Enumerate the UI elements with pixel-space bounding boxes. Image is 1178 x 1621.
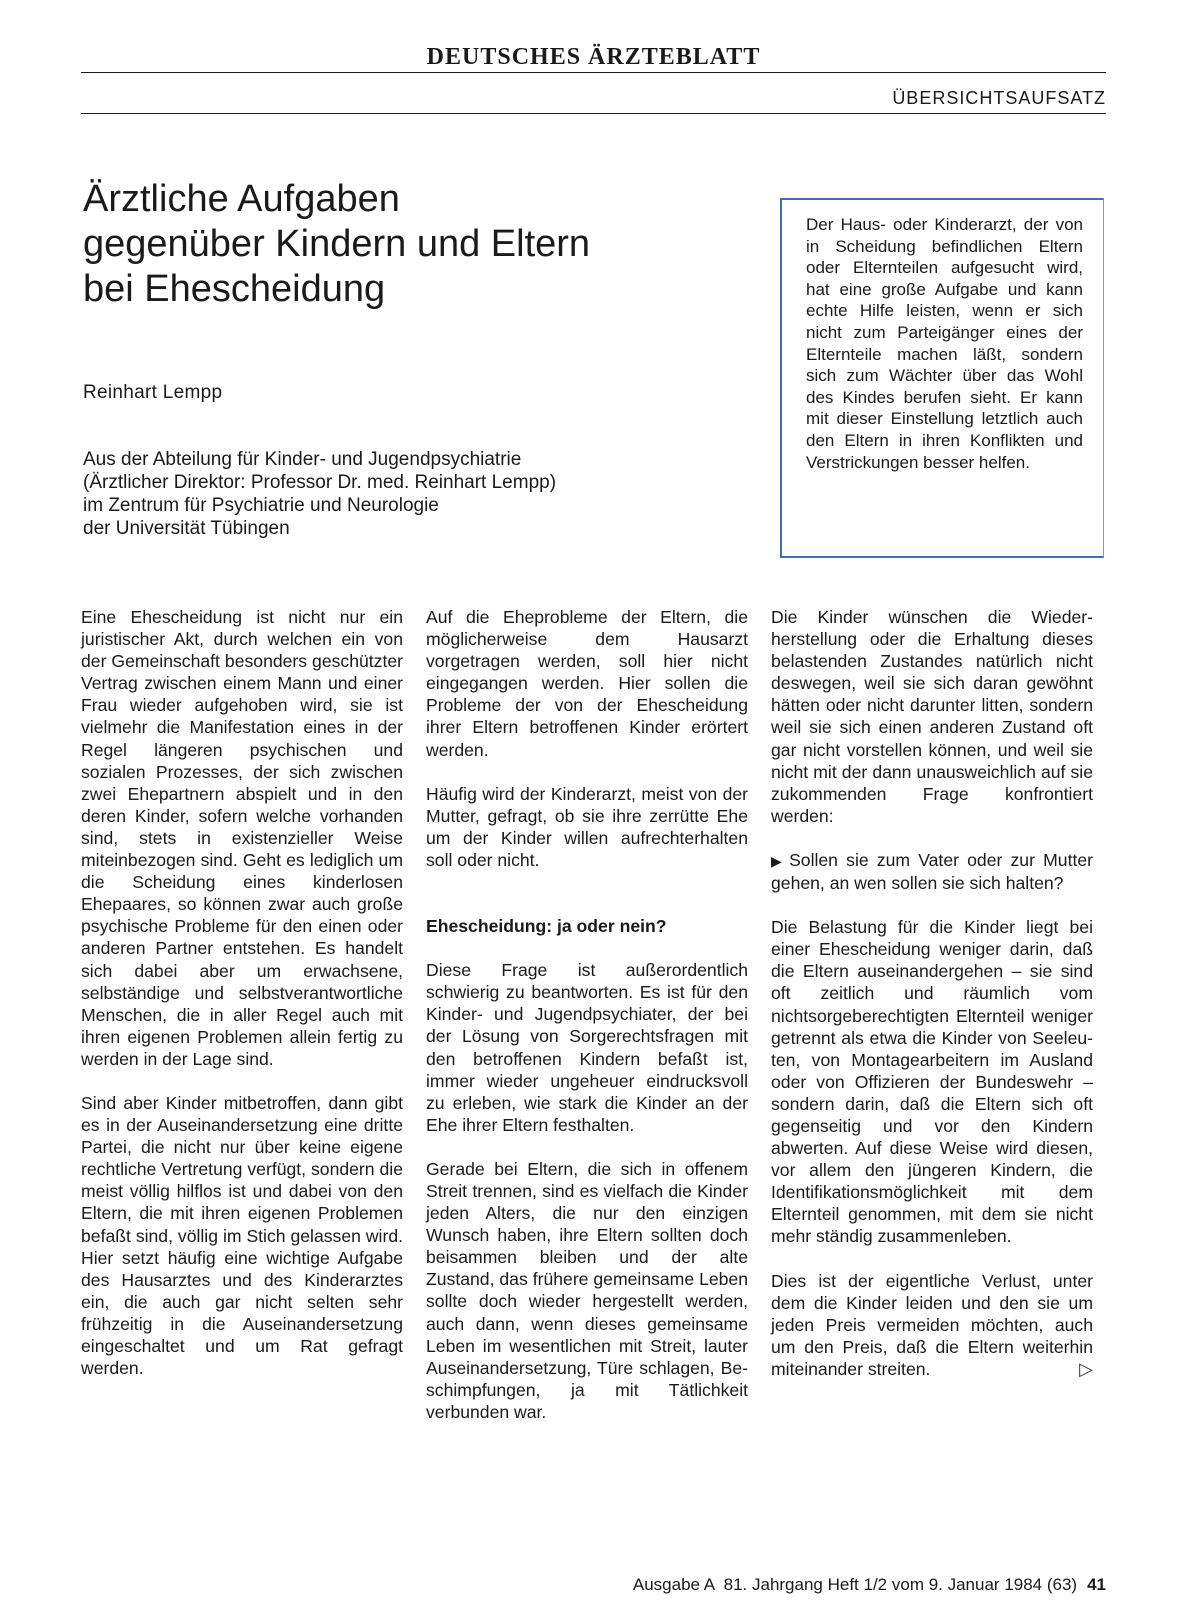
- body-paragraph: [771, 1270, 1093, 1380]
- title-line: bei Ehescheidung: [83, 268, 386, 310]
- bullet-triangle-icon: ▶: [771, 852, 786, 869]
- masthead-rule: [81, 72, 1106, 73]
- author-affiliation: [83, 448, 723, 540]
- section-rule: [81, 113, 1106, 114]
- author-name: Reinhart Lempp: [83, 382, 223, 403]
- body-paragraph-text: Dies ist der eigentliche Verlust, unter dem die Kinder leiden und den sie um jeden Preis vermeiden möchten, auch um den Preis, daß die Eltern weiterhin miteinander streiten.: [771, 1270, 1093, 1379]
- body-column-1: [81, 606, 403, 1401]
- body-paragraph: Gerade bei Eltern, die sich in offenem Streit trennen, sind es vielfach die Kinder jeden Alters, die nur den einzigen Wunsch haben, ihre Eltern sollten doch beisammen bleiben und der alte Zustand, das frühere gemeinsame Leben sollte doch wieder hergestellt werden, auch dann, wenn dieses gemeinsame Leben im wesentlichen mit Streit, lauter Auseinandersetzung, Türe schlagen, Beschimpfungen, ja mit Tätlichkeit verbunden war.: [426, 1158, 748, 1422]
- body-paragraph: Diese Frage ist außerordentlich schwierig zu beantworten. Es ist für den Kinder- und Jugendpsychiater, der bei der Lösung von Sorgerechtsfragen mit den betroffenen Kindern befaßt ist, immer wieder ungeheuer eindrucksvoll zu erleben, wie stark die Kinder an der Ehe ihrer Eltern festhalten.: [426, 960, 748, 1135]
- page-number: 41: [1087, 1575, 1106, 1594]
- body-paragraph: Häufig wird der Kinderarzt, meist von der Mutter, gefragt, ob sie ihre zerrütte Ehe um der Kinder willen aufrechterhalten soll oder nicht.: [426, 783, 748, 870]
- body-paragraph: Die Belastung für die Kinder liegt bei einer Ehescheidung weniger darin, daß die Eltern auseinandergehen – sie sind oft zeitlich und räumlich vom nichtsorgeberechtigten Elternteil weniger getrennt als etwa die Kinder von Seeleuten, von Montagearbeitern im Ausland oder von Offizieren der Bundeswehr – sondern darin, daß die Eltern sich oft gegenseitig und vor den Kindern abwerten. Auf diese Weise wird diesen, vor allem den jüngeren Kindern, die Identifikationsmöglichkeit mit dem Elternteil genommen, mit dem sie nicht mehr ständig zusammenleben.: [771, 917, 1093, 1247]
- body-paragraph: Auf die Eheprobleme der Eltern, die möglicherweise dem Hausarzt vorgetragen werden, soll hier nicht eingegangen werden. Hier sollen die Probleme der von der Ehescheidung ihrer Eltern betroffenen Kinder erörtert werden.: [426, 607, 748, 760]
- body-paragraph: Sind aber Kinder mitbetroffen, dann gibt es in der Auseinandersetzung eine dritte Partei, die nicht nur über keine eigene rechtliche Vertretung verfügt, sondern die meist völlig hilflos ist und dabei von den Eltern, die mit ihren eigenen Problemen befaßt sind, völlig im Stich gelassen wird. Hier setzt häufig eine wichtige Aufgabe des Hausarztes und des Kinderarztes ein, die auch gar nicht selten sehr frühzeitig in die Auseinandersetzung eingeschaltet und um Rat gefragt werden.: [81, 1092, 403, 1379]
- section-label: ÜBERSICHTSAUFSATZ: [892, 88, 1106, 108]
- article-title: [83, 177, 683, 312]
- body-column-2: [426, 606, 748, 1445]
- affiliation-line: im Zentrum für Psychiatrie und Neurologie: [83, 495, 439, 516]
- bullet-text: Sollen sie zum Vater oder zur Mutter gehen, an wen sollen sie sich halten?: [771, 849, 1093, 894]
- body-paragraph: Die Kinder wünschen die Wiederherstellung oder die Erhaltung dieses belastenden Zustandes natürlich nicht deswegen, weil sie sich daran gewöhnt hätten oder nicht darunter litten, sondern weil sie sich einen anderen Zustand oft gar nicht vorstellen können, und weil sie nicht mit der dann unausweichlich auf sie zukommenden Frage konfrontiert werden:: [771, 607, 1093, 826]
- page-footer: [633, 1575, 1106, 1595]
- continue-arrow-icon: ▷: [1079, 1358, 1093, 1379]
- bullet-paragraph: [771, 849, 1093, 894]
- affiliation-line: (Ärztlicher Direktor: Professor Dr. med. Reinhart Lempp): [83, 472, 557, 493]
- journal-masthead: DEUTSCHES ÄRZTEBLATT: [426, 44, 761, 70]
- summary-text: Der Haus- oder Kinderarzt, der von in Scheidung befindlichen Eltern oder Elternteilen aufgesucht wird, hat eine große Aufgabe und kann echte Hilfe leisten, wenn er sich nicht zum Parteigänger eines der Elternteile machen läßt, sondern sich zum Wächter über das Wohl des Kindes berufen sieht. Er kann mit dieser Einstellung letztlich auch den Eltern in ihren Konflikten und Verstrickungen besser helfen.: [806, 215, 1083, 472]
- issue-info: Ausgabe A 81. Jahrgang Heft 1/2 vom 9. Januar 1984 (63): [632, 1575, 1078, 1594]
- section-subheading: Ehescheidung: ja oder nein?: [426, 916, 667, 937]
- affiliation-line: Aus der Abteilung für Kinder- und Jugendpsychiatrie: [83, 449, 522, 470]
- title-line: gegenüber Kindern und Eltern: [83, 223, 591, 265]
- summary-box: [780, 198, 1104, 558]
- affiliation-line: der Universität Tübingen: [83, 518, 290, 539]
- body-paragraph: Eine Ehescheidung ist nicht nur ein juristischer Akt, durch welchen ein von der Gemeinschaft besonders geschützter Vertrag zwischen einem Mann und einer Frau wieder aufgehoben wird, sie ist vielmehr die Manifestation eines in der Regel längeren psychischen und sozialen Prozesses, der sich zwischen zwei Ehepartnern abspielt und in den deren Kinder, sofern welche vorhanden sind, stets in existenzieller Weise miteinbezogen sind. Geht es lediglich um die Scheidung eines kinderlosen Ehepaares, so können zwar auch große psychische Probleme für den einen oder anderen Partner entstehen. Es handelt sich dabei aber um erwachsene, selbständige und selbstverantwortliche Menschen, die in aller Regel auch mit ihren eigenen Problemen allein fertig zu werden in der Lage sind.: [81, 607, 403, 1069]
- title-line: Ärztliche Aufgaben: [83, 178, 400, 220]
- body-column-3: [771, 606, 1093, 1402]
